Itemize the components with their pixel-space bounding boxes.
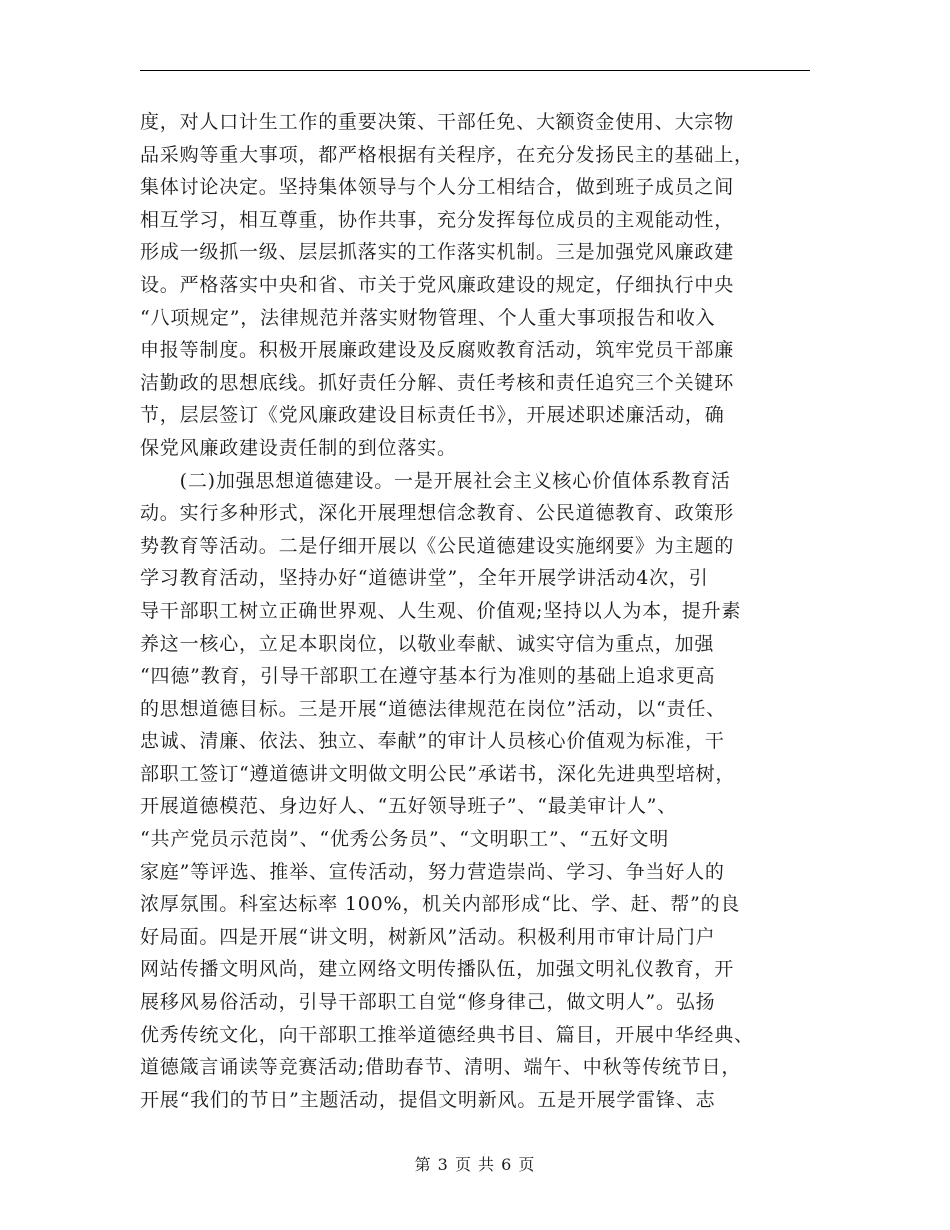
text-line: 度，对人口计生工作的重要决策、干部任免、大额资金使用、大宗物 bbox=[140, 111, 735, 133]
text-line: 好局面。四是开展“讲文明，树新风”活动。积极利用市审计局门户 bbox=[140, 925, 716, 948]
text-line: 集体讨论决定。坚持集体领导与个人分工相结合，做到班子成员之间 bbox=[140, 176, 735, 199]
text-line: 申报等制度。积极开展廉政建设及反腐败教育活动，筑牢党员干部廉 bbox=[140, 339, 735, 362]
text-line: 开展道德模范、身边好人、“五好领导班子”、“最美审计人”、 bbox=[140, 795, 678, 818]
page-number: 第 3 页 共 6 页 bbox=[414, 1155, 536, 1174]
text-line: 部职工签订“遵道德讲文明做文明公民”承诺书，深化先进典型培树， bbox=[140, 762, 736, 785]
text-line: 品采购等重大事项，都严格根据有关程序，在充分发扬民主的基础上， bbox=[140, 143, 754, 166]
text-line: 家庭”等评选、推举、宣传活动，努力营造崇尚、学习、争当好人的 bbox=[140, 860, 725, 883]
text-line: 形成一级抓一级、层层抓落实的工作落实机制。三是加强党风廉政建 bbox=[140, 241, 735, 264]
text-line: “四德”教育，引导干部职工在遵守基本行为准则的基础上追求更高 bbox=[140, 665, 716, 688]
text-line: 网站传播文明风尚，建立网络文明传播队伍，加强文明礼仪教育，开 bbox=[140, 958, 735, 981]
text-line: 展移风易俗活动，引导干部职工自觉“修身律己，做文明人”。弘扬 bbox=[140, 991, 716, 1014]
text-line: 浓厚氛围。科室达标率 100%，机关内部形成“比、学、赶、帮”的良 bbox=[140, 893, 741, 916]
text-line: 道德箴言诵读等竞赛活动;借助春节、清明、端午、中秋等传统节日， bbox=[140, 1056, 742, 1079]
header-rule bbox=[140, 70, 810, 71]
text-line: 学习教育活动，坚持办好“道德讲堂”，全年开展学讲活动4次，引 bbox=[140, 567, 709, 590]
text-line: 导干部职工树立正确世界观、人生观、价值观;坚持以人为本，提升素 bbox=[140, 599, 742, 622]
text-line: 势教育等活动。二是仔细开展以《公民道德建设实施纲要》为主题的 bbox=[140, 534, 735, 557]
text-line: 洁勤政的思想底线。抓好责任分解、责任考核和责任追究三个关键环 bbox=[140, 371, 735, 394]
text-line: “八项规定”，法律规范并落实财物管理、个人重大事项报告和收入 bbox=[140, 306, 716, 329]
text-line: 相互学习，相互尊重，协作共事，充分发挥每位成员的主观能动性， bbox=[140, 208, 735, 231]
text-line: 忠诚、清廉、依法、独立、奉献”的审计人员核心价值观为标准，干 bbox=[140, 730, 725, 753]
text-line: 动。实行多种形式，深化开展理想信念教育、公民道德教育、政策形 bbox=[140, 502, 735, 525]
text-line: 节，层层签订《党风廉政建设目标责任书》，开展述职述廉活动，确 bbox=[140, 404, 725, 427]
text-line: 的思想道德目标。三是开展“道德法律规范在岗位”活动，以“责任、 bbox=[140, 697, 726, 720]
text-line: 保党风廉政建设责任制的到位落实。 bbox=[140, 436, 457, 459]
text-line: 开展“我们的节日”主题活动，提倡文明新风。五是开展学雷锋、志 bbox=[140, 1088, 716, 1111]
text-line: 设。严格落实中央和省、市关于党风廉政建设的规定，仔细执行中央 bbox=[140, 273, 735, 296]
text-line: “共产党员示范岗”、“优秀公务员”、“文明职工”、“五好文明 bbox=[140, 828, 669, 851]
text-line: 养这一核心，立足本职岗位，以敬业奉献、诚实守信为重点，加强 bbox=[140, 632, 715, 655]
text-line: 优秀传统文化，向干部职工推举道德经典书目、篇目，开展中华经典、 bbox=[140, 1023, 754, 1046]
body-text bbox=[140, 106, 812, 1116]
text-line: (二)加强思想道德建设。一是开展社会主义核心价值体系教育活 bbox=[140, 469, 731, 492]
